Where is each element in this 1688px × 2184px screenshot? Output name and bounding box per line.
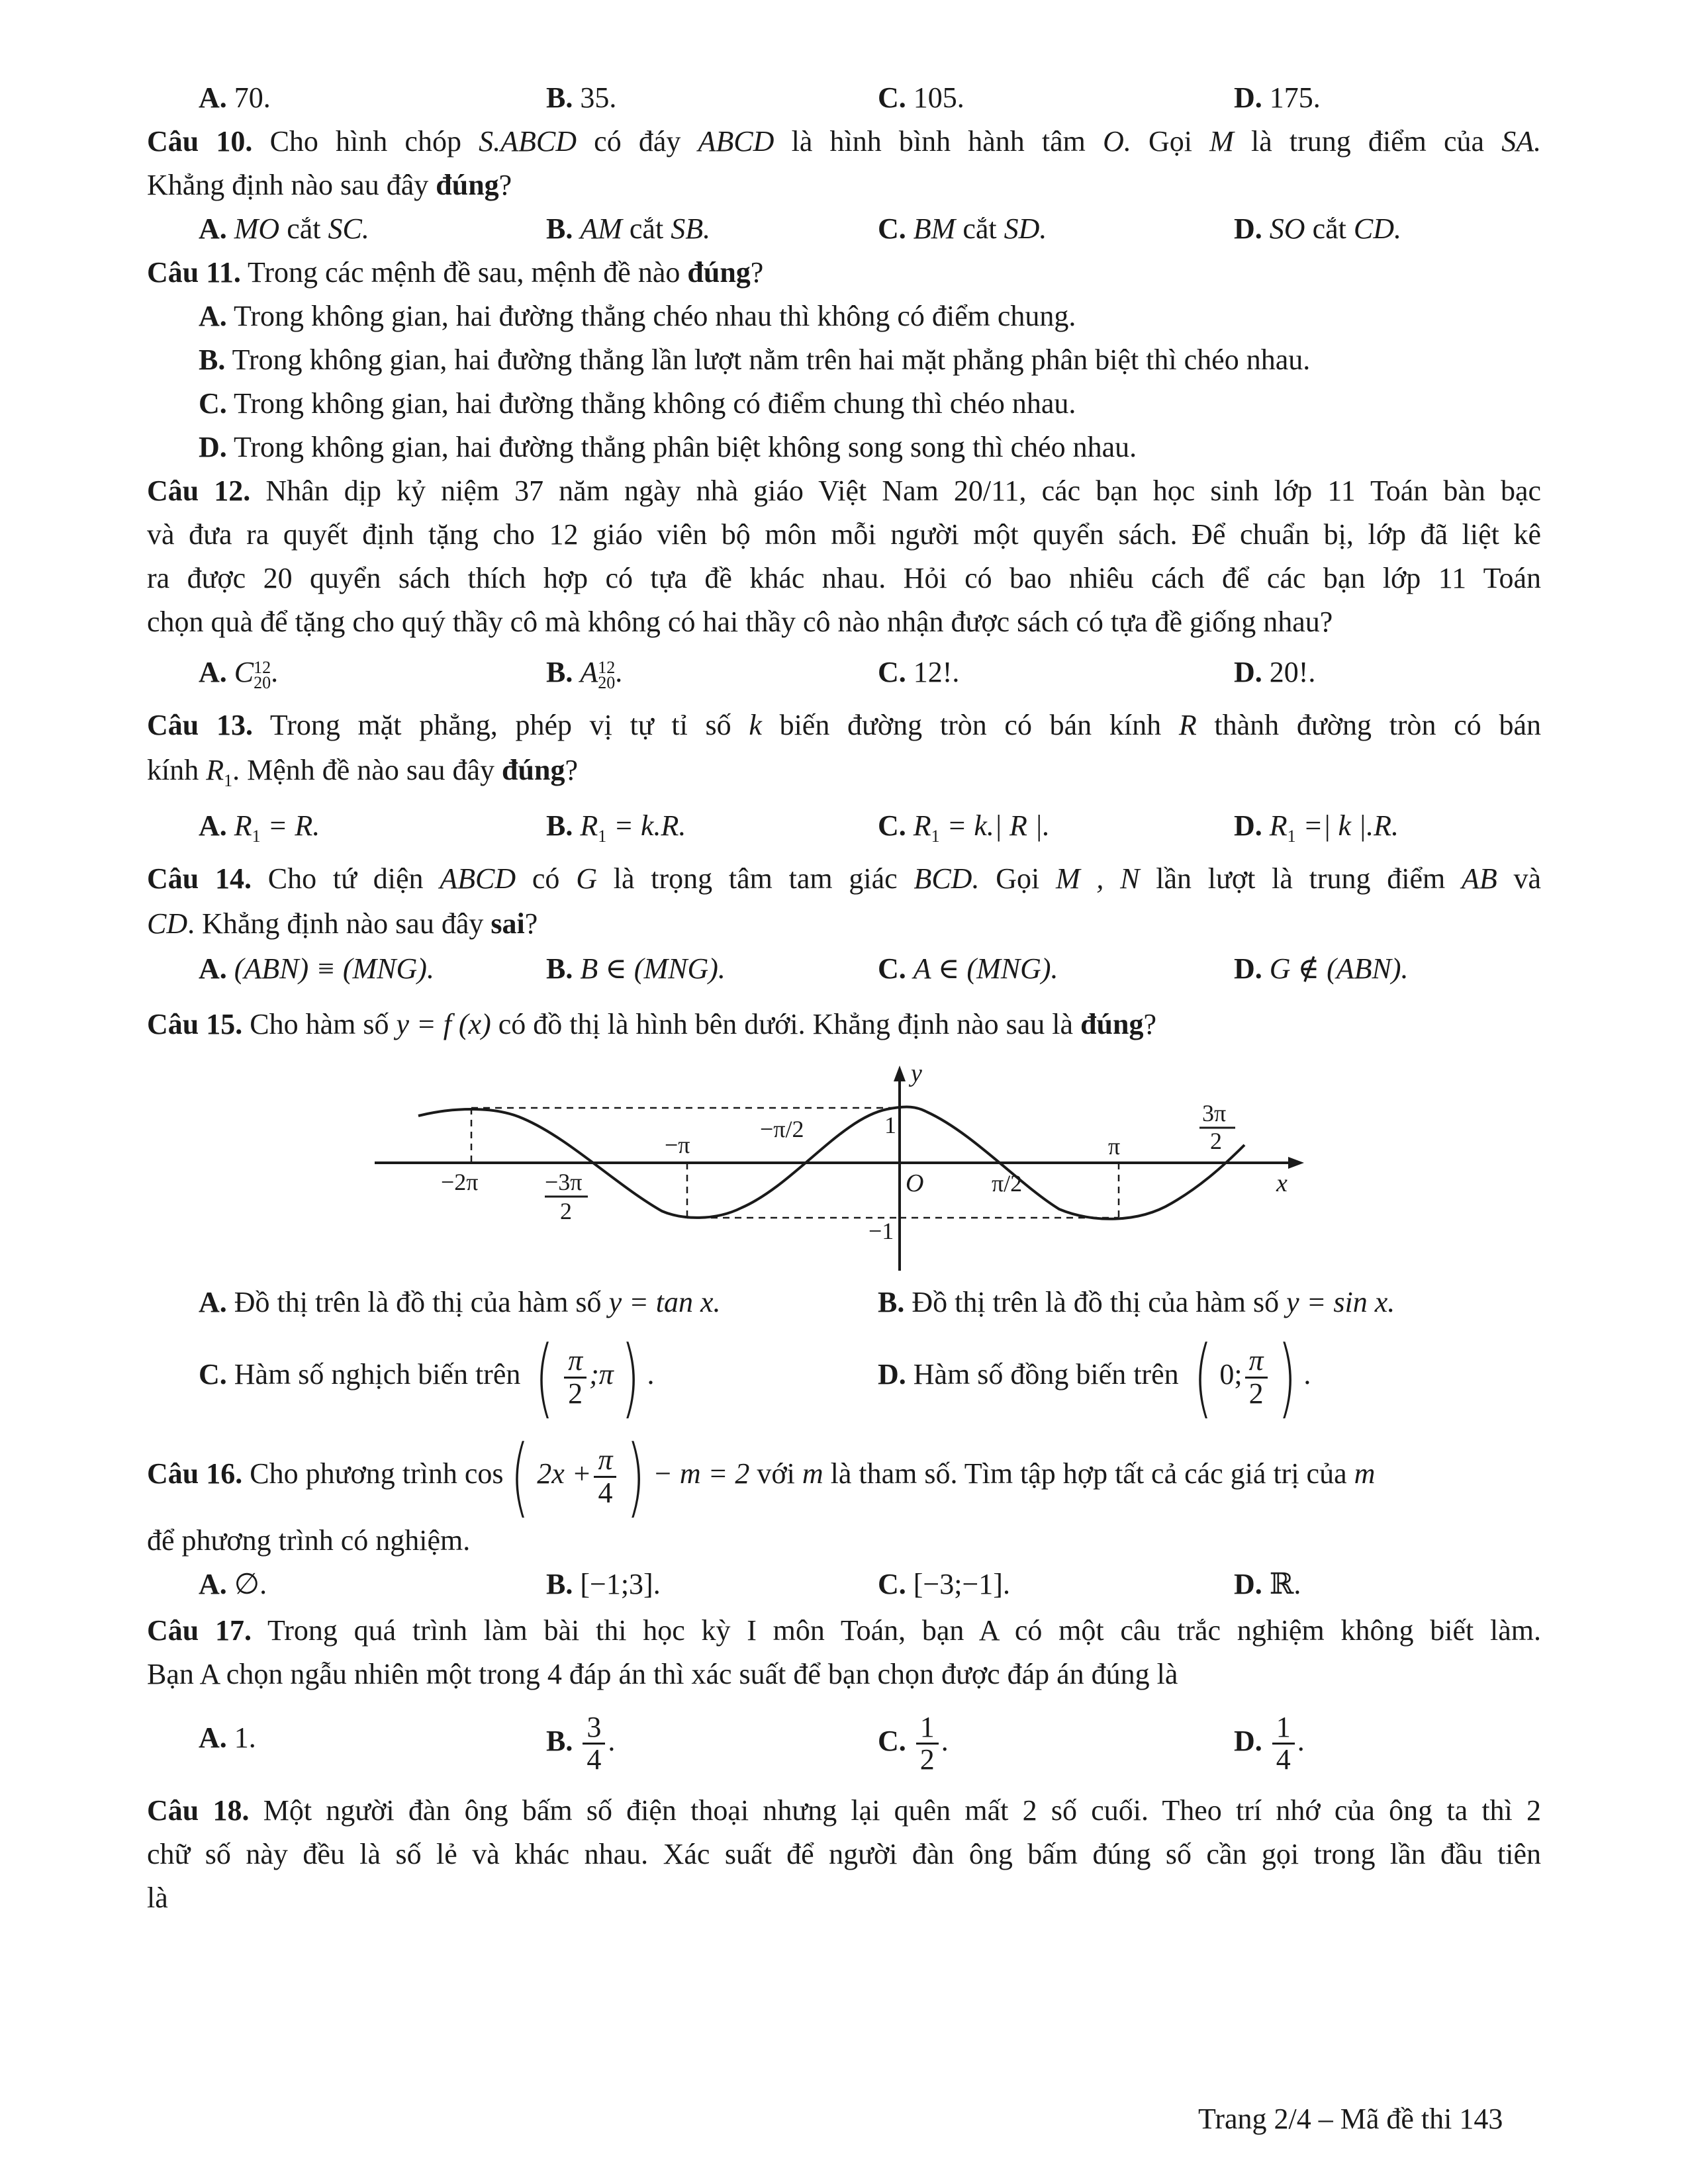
q9-option-b: B. 35. xyxy=(546,81,617,114)
q11-option-b: B. Trong không gian, hai đường thẳng lần lượt nằm trên hai mặt phẳng phân biệt thì chéo nhau. xyxy=(199,343,1311,376)
tick-neg-3pi-num: −3π xyxy=(545,1169,583,1195)
x-axis-label: x xyxy=(1276,1169,1288,1197)
q14-option-d: D. G ∉ (ABN). xyxy=(1234,952,1409,985)
q11-stem: Câu 11. Trong các mệnh đề sau, mệnh đề nào đúng? xyxy=(147,256,764,289)
x-axis-arrow xyxy=(1288,1157,1304,1169)
q11-option-d: D. Trong không gian, hai đường thẳng phân biệt không song song thì chéo nhau. xyxy=(199,431,1137,463)
q16-option-a: A. ∅. xyxy=(199,1568,267,1600)
q15-stem: Câu 15. Cho hàm số y = f (x) có đồ thị là hình bên dưới. Khẳng định nào sau là đúng? xyxy=(147,1008,1157,1040)
tick-3pi-den: 2 xyxy=(1210,1128,1222,1154)
q12-stem-line3: ra được 20 quyển sách thích hợp có tựa đề khác nhau. Hỏi có bao nhiêu cách để các bạn lớp 11 Toán xyxy=(147,562,1541,594)
q10-option-a: A. MO cắt SC. xyxy=(199,212,369,245)
q12-option-a: A. C 12 20 . xyxy=(199,656,279,692)
q12-option-d: D. 20!. xyxy=(1234,656,1316,688)
q17-stem-line2: Bạn A chọn ngẫu nhiên một trong 4 đáp án thì xác suất để bạn chọn được đáp án đúng là xyxy=(147,1658,1178,1690)
q13-option-a: A. $R_1 = R$. xyxy=(199,809,320,846)
q12-stem-line2: và đưa ra quyết định tặng cho 12 giáo viên bộ môn mỗi người một quyển sách. Để chuẩn bị, lớp đã liệt kê xyxy=(147,518,1541,551)
q11-option-c: C. Trong không gian, hai đường thẳng không có điểm chung thì chéo nhau. xyxy=(199,387,1076,420)
q10-option-c: C. BM cắt SD. xyxy=(878,212,1047,245)
q10-stem-line1: Câu 10. Cho hình chóp S.ABCD có đáy ABCD là hình bình hành tâm O. Gọi M là trung điểm của SA. xyxy=(147,125,1542,158)
q17-option-c: C. $\frac{1}{2}$ . xyxy=(878,1711,949,1776)
q9-option-c: C. 105. xyxy=(878,81,964,114)
q13-option-d: D. $R_1$ =| k |.R. xyxy=(1234,809,1399,846)
tick-pi: π xyxy=(1108,1133,1121,1160)
q14-stem-line1: Câu 14. Cho tứ diện ABCD có G là trọng tâm tam giác BCD. Gọi M , N lần lượt là trung điểm AB và xyxy=(147,862,1542,895)
q9-option-a: A. 70. xyxy=(199,81,271,114)
q14-option-b: B. B ∈ (MNG). xyxy=(546,952,726,985)
y-axis-label: y xyxy=(911,1060,922,1087)
q15-option-a: A. Đồ thị trên là đồ thị của hàm số y = tan x. xyxy=(199,1286,721,1318)
q18-stem-line1: Câu 18. Một người đàn ông bấm số điện thoại nhưng lại quên mất 2 số cuối. Theo trí nhớ của ông ta thì 2 xyxy=(147,1794,1542,1827)
tick-neg-3pi-den: 2 xyxy=(560,1198,572,1224)
origin-label: O xyxy=(906,1169,924,1197)
q14-stem-line2: CD. Khẳng định nào sau đây sai? xyxy=(147,907,538,940)
q17-option-b: B. $\frac{3}{4}$ . xyxy=(546,1711,616,1776)
tick-neg-2pi: −2π xyxy=(441,1169,479,1195)
q16-stem-line2: để phương trình có nghiệm. xyxy=(147,1524,471,1557)
tick-minus-one: −1 xyxy=(868,1218,894,1244)
q9-option-d: D. 175. xyxy=(1234,81,1321,114)
q12-option-b: B. A 12 20 . xyxy=(546,656,623,692)
q17-option-a: A. 1. xyxy=(199,1721,256,1754)
q13-option-b: B. $R_1 = k.R$. xyxy=(546,809,686,846)
tick-neg-pi: −π xyxy=(665,1132,690,1158)
tick-one: 1 xyxy=(884,1112,896,1138)
q11-option-a: A. Trong không gian, hai đường thẳng chéo nhau thì không có điểm chung. xyxy=(199,300,1076,332)
q14-option-a: A. (ABN) ≡ (MNG). xyxy=(199,952,434,985)
q13-option-c: C. $R_1 = k.|$ R |. xyxy=(878,809,1050,846)
q15-option-b: B. Đồ thị trên là đồ thị của hàm số y = sin x. xyxy=(878,1286,1395,1318)
q12-option-c: C. 12!. xyxy=(878,656,960,688)
q13-stem-line1: Câu 13. Trong mặt phẳng, phép vị tự tỉ số k biến đường tròn có bán kính R thành đường tròn có bán xyxy=(147,709,1542,741)
q10-option-b: B. AM cắt SB. xyxy=(546,212,711,245)
q16-option-b: B. [−1;3]. xyxy=(546,1568,661,1600)
q18-stem-line2: chữ số này đều là số lẻ và khác nhau. Xác suất để người đàn ông bấm đúng số cần gọi trong lần đầu tiên xyxy=(147,1838,1541,1870)
q16-stem-line1: Câu 16. Cho phương trình cos( 2x + $\frac{\pi}{4}$ ) − m = 2 với m là tham số. Tìm tập hợp tất cả các giá trị của m xyxy=(147,1426,1376,1527)
q18-stem-line3: là xyxy=(147,1882,168,1914)
q17-option-d: D. $\frac{1}{4}$ . xyxy=(1234,1711,1305,1776)
q15-option-d: D. Hàm số đồng biến trên ( 0; $\frac{\pi}{2}$ ) . xyxy=(878,1327,1311,1428)
page-footer: Trang 2/4 – Mã đề thi 143 xyxy=(1198,2103,1503,2135)
tick-neg-pi-half: −π/2 xyxy=(760,1116,804,1142)
q14-option-c: C. A ∈ (MNG). xyxy=(878,952,1058,985)
q12-stem-line1: Câu 12. Nhân dịp kỷ niệm 37 năm ngày nhà giáo Việt Nam 20/11, các bạn học sinh lớp 11 Toán bàn bạc xyxy=(147,475,1542,507)
q10-stem-line2: Khẳng định nào sau đây đúng? xyxy=(147,169,512,201)
y-axis-arrow xyxy=(894,1066,906,1081)
q17-stem-line1: Câu 17. Trong quá trình làm bài thi học kỳ I môn Toán, bạn A có một câu trắc nghiệm không biết làm. xyxy=(147,1614,1541,1647)
sine-graph xyxy=(371,1059,1324,1277)
q15-option-c: C. Hàm số nghịch biến trên ( $\frac{\pi}{2}$ ;π) . xyxy=(199,1327,655,1428)
tick-3pi-num: 3π xyxy=(1202,1100,1227,1126)
q16-option-c: C. [−3;−1]. xyxy=(878,1568,1010,1600)
q10-option-d: D. SO cắt CD. xyxy=(1234,212,1401,245)
q12-stem-line4: chọn quà để tặng cho quý thầy cô mà không có hai thầy cô nào nhận được sách có tựa đề giống nhau? xyxy=(147,606,1333,638)
q16-option-d: D. ℝ. xyxy=(1234,1568,1301,1600)
q13-stem-line2: kính $R_1$. Mệnh đề nào sau đây đúng? xyxy=(147,754,578,790)
tick-pi-half: π/2 xyxy=(992,1170,1023,1197)
